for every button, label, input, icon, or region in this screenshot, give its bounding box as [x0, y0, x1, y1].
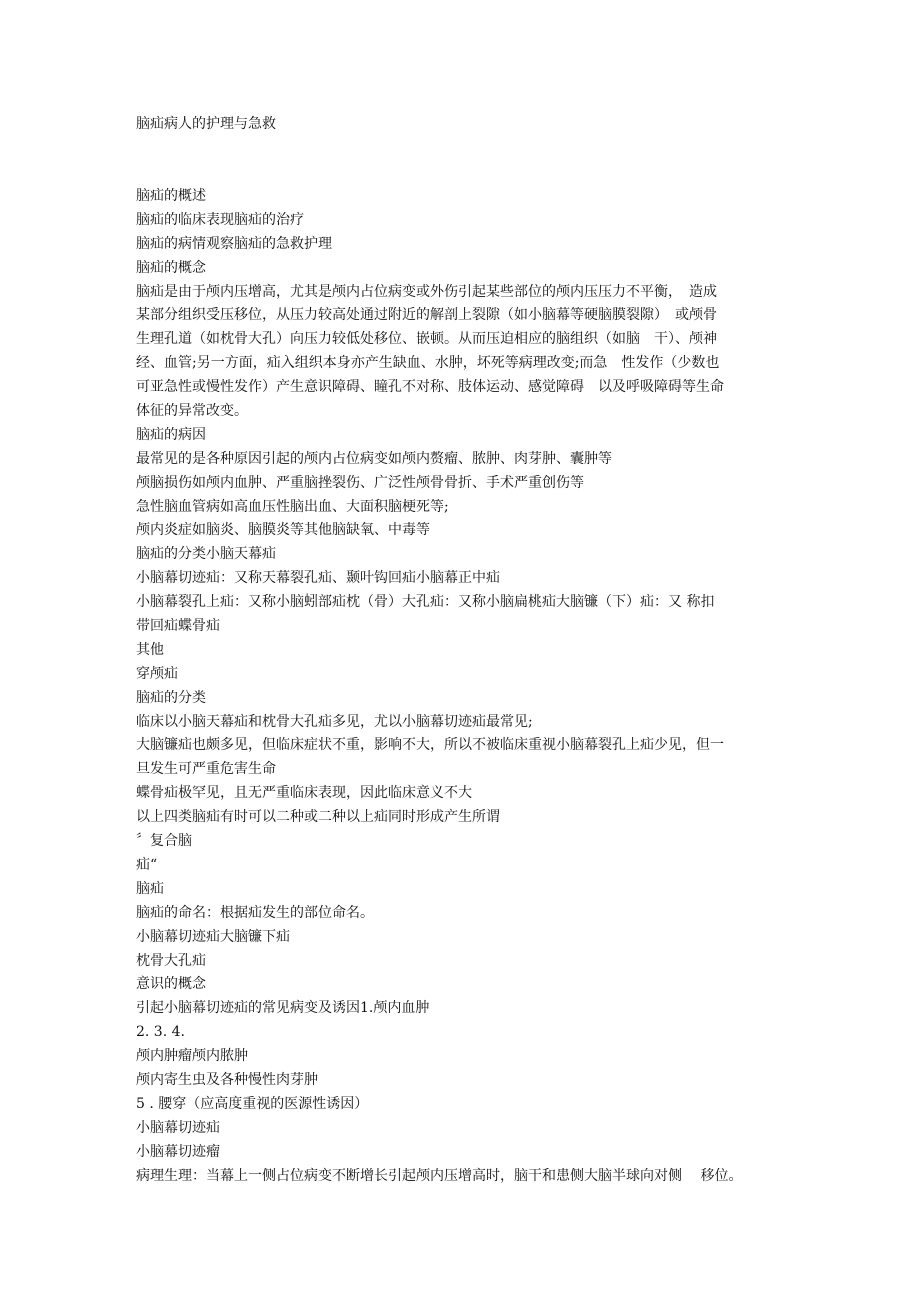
text-line: 临床以小脑天幕疝和枕骨大孔疝多见，尤以小脑幕切迹疝最常见;	[136, 713, 533, 730]
text-line: 脑疝的分类小脑天幕疝	[136, 546, 276, 563]
text-line: 带回疝蝶骨疝	[136, 618, 220, 635]
text-line: 小脑幕裂孔上疝：又称小脑蚓部疝枕（骨）大孔疝：又称小脑扁桃疝大脑镰（下）疝：又 称扣	[136, 594, 715, 611]
text-line: 引起小脑幕切迹疝的常见病变及诱因1.颅内血肿	[136, 1000, 430, 1017]
text-line: 小脑幕切迹疝	[136, 1119, 220, 1136]
text-line: 脑疝是由于颅内压增高，尤其是颅内占位病变或外伤引起某些部位的颅内压压力不平衡， 造成	[136, 283, 717, 300]
text-line: 意识的概念	[136, 976, 206, 993]
text-line: 颅内寄生虫及各种慢性肉芽肿	[136, 1071, 318, 1088]
text-line: 5 . 腰穿（应高度重视的医源性诱因）	[136, 1095, 369, 1112]
document-title: 脑疝病人的护理与急救	[136, 116, 276, 132]
text-line: 颅脑损伤如颅内血肿、严重脑挫裂伤、广泛性颅骨骨折、手术严重创伤等	[136, 474, 584, 491]
text-line: 颅内肿瘤颅内脓肿	[136, 1048, 248, 1065]
text-line: 生理孔道（如枕骨大孔）向压力较低处移位、嵌顿。从而压迫相应的脑组织（如脑 干）、颅神	[136, 331, 717, 348]
text-line: 脑疝的临床表现脑疝的治疗	[136, 211, 304, 228]
text-line: 旦发生可严重危害生命	[136, 761, 276, 778]
text-line: 以上四类脑疝有时可以二种或二种以上疝同时形成产生所谓	[136, 809, 500, 826]
text-line: 疝“	[136, 856, 158, 873]
text-line: 2. 3. 4.	[136, 1024, 185, 1041]
text-line: 〞复合脑	[136, 833, 192, 850]
text-line: 枕骨大孔疝	[136, 952, 206, 969]
text-line: 脑疝的分类	[136, 689, 206, 706]
text-line: 急性脑血管病如高血压性脑出血、大面积脑梗死等;	[136, 498, 449, 515]
document-body	[136, 185, 796, 1188]
text-line: 大脑镰疝也颇多见，但临床症状不重，影响不大，所以不被临床重视小脑幕裂孔上疝少见，但一	[136, 737, 724, 754]
text-line: 小脑幕切迹疝：又称天幕裂孔疝、颞叶钩回疝小脑幕正中疝	[136, 570, 500, 587]
text-line: 其他	[136, 641, 164, 658]
text-line: 脑疝	[136, 880, 164, 897]
text-line: 脑疝的概念	[136, 259, 206, 276]
text-line: 小脑幕切迹疝大脑镰下疝	[136, 928, 290, 945]
text-line: 穿颅疝	[136, 665, 178, 682]
text-line: 脑疝的病因	[136, 426, 206, 443]
text-line: 经、血管;另一方面，疝入组织本身亦产生缺血、水肿，坏死等病理改变;而急 性发作（少数也	[136, 355, 720, 372]
text-line: 脑疝的命名：根据疝发生的部位命名。	[136, 904, 374, 921]
text-line: 蝶骨疝极罕见，且无严重临床表现，因此临床意义不大	[136, 785, 472, 802]
text-line: 颅内炎症如脑炎、脑膜炎等其他脑缺氧、中毒等	[136, 522, 430, 539]
text-line: 体征的异常改变。	[136, 403, 248, 420]
text-line: 某部分组织受压移位，从压力较高处通过附近的解剖上裂隙（如小脑幕等硬脑膜裂隙） 或颅骨	[136, 307, 717, 324]
text-line: 小脑幕切迹瘤	[136, 1143, 220, 1160]
text-line: 脑疝的概述	[136, 188, 206, 204]
text-line: 最常见的是各种原因引起的颅内占位病变如颅内赘瘤、脓肿、肉芽肿、囊肿等	[136, 450, 612, 467]
text-line: 可亚急性或慢性发作）产生意识障碍、瞳孔不对称、肢体运动、感觉障碍 以及呼吸障碍等生命	[136, 379, 724, 396]
text-line: 脑疝的病情观察脑疝的急救护理	[136, 235, 332, 252]
text-line: 病理生理：当幕上一侧占位病变不断增长引起颅内压增高时，脑干和患侧大脑半球向对侧 移位。	[136, 1167, 743, 1184]
